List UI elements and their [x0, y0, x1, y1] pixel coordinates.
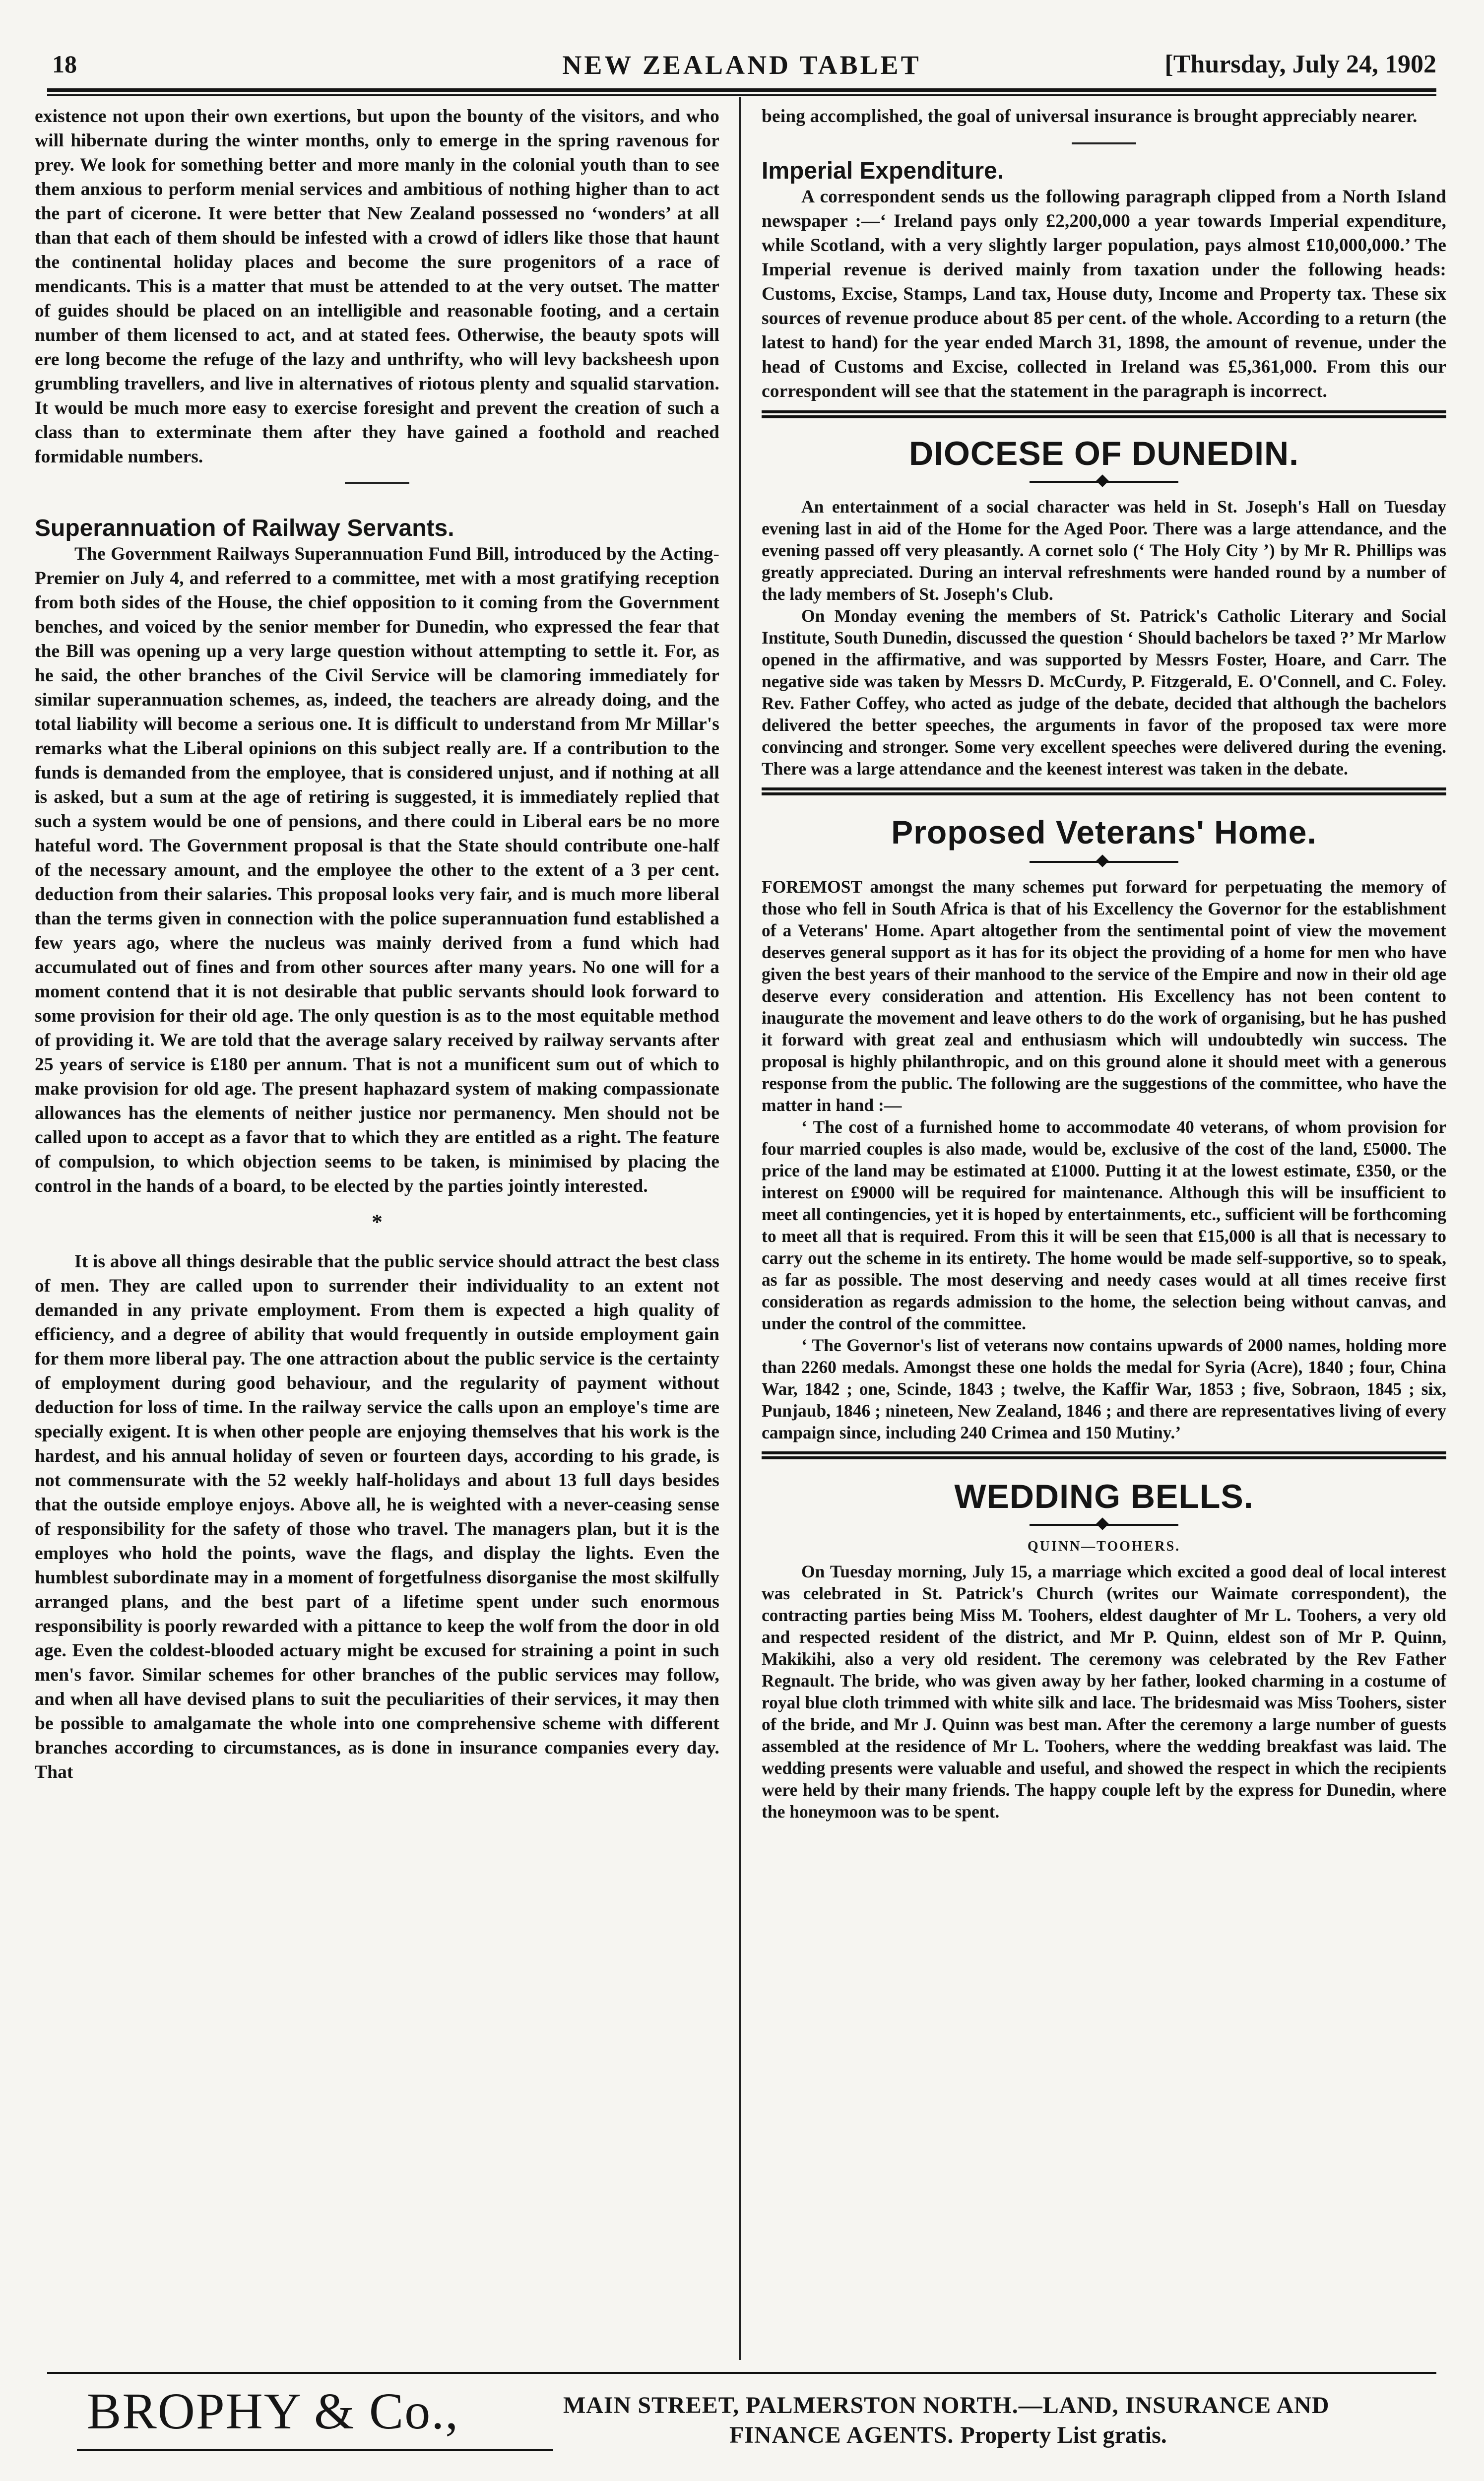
- imperial-expenditure-paragraph: A correspondent sends us the following paragraph clipped from a North Island newspaper :—‘ Ireland pays only £2,200,000 a year towards Imperial expenditure, while Scotland, with a very slightly larger population, pays almost £10,000,000.’ The Imperial revenue is derived mainly from taxation under the following heads: Customs, Excise, Stamps, Land tax, House duty, Income and Property tax. These six sources of revenue produce about 85 per cent. of the whole. According to a return (the latest to hand) for the year ended March 31, 1898, the amount of revenue, under the head of Customs and Excise, collected in Ireland was £5,361,000. From this our correspondent will see that the statement in the paragraph is incorrect.: [762, 187, 1446, 401]
- double-rule: [762, 410, 1446, 418]
- veterans-paragraph: ‘ The cost of a furnished home to accommodate 40 veterans, of whom provision for four married couples is also made, would be, exclusive of the cost of the land, £5000. The price of the land may be estimated at £1000. Putting it at the lowest estimate, £350, or the interest on £9000 will be required for maintenance. Although this will be insufficient to meet all contingencies, yet it is hoped by entertainments, etc., sufficient will be forthcoming to meet all that is required. From this it will be seen that £15,000 is all that is necessary to carry out the scheme in its entirety. The home would be made self-supportive, so to speak, as far as possible. The most deserving and needy cases would at all times receive first consideration as regards admission to the home, the selection being without canvas, and under the control of the committee.: [762, 1117, 1446, 1333]
- ornament-rule: [1030, 856, 1178, 868]
- superannuation-paragraph: The Government Railways Superannuation Fund Bill, introduced by the Acting-Premier on July 4, and referred to a committee, met with a most gratifying reception from both sides of the House, the chief opposition to it coming from the Government benches, and voiced by the senior member for Dunedin, who expressed the fear that the Bill was opening up a very large question without attempting to settle it. For, as he said, the other branches of the Civil Service will be clamoring immediately for similar superannuation schemes, as, indeed, the teachers are already doing, and the total liability will become a serious one. It is difficult to understand from Mr Millar's remarks what the Liberal opinions on this subject really are. If a contribution to the funds is demanded from the employee, that is considered unjust, and if nothing at all is asked, but a sum at the age of retiring is suggested, it is immediately replied that such a system would be one of pensions, and there could in Liberal ears be no more hateful word. The Government proposal is that the State should contribute one-half of the necessary amount, and the employee the other to the extent of a 3 per cent. deduction from their salaries. This proposal looks very fair, and is much more liberal than the terms given in connection with the police superannuation fund established a few years ago, where the nucleus was mainly derived from a fund which had accumulated out of fines and from other sources after many years. No one will for a moment contend that it is not desirable that public servants should look forward to some provision for their old age. The only question is as to the most equitable method of providing it. We are told that the average salary received by railway servants after 25 years of service is £180 per annum. That is not a munificent sum out of which to make provision for old age. The present haphazard system of making compassionate allowances has the elements of neither justice nor permanency. Men should not be called upon to accept as a favor that to which they are entitled as a right. The feature of compulsion, to which objection seems to be taken, is minimised by placing the control in the hands of a board, to be elected by the parties jointly interested.: [35, 544, 719, 1196]
- ad-property-list: Property List gratis.: [960, 2422, 1167, 2448]
- column-separator: [739, 97, 741, 2360]
- ad-second-line: [729, 2421, 1167, 2449]
- veterans-paragraph: ‘ The Governor's list of veterans now contains upwards of 2000 names, holding more than 2260 medals. Amongst these one holds the medal for Syria (Acre), 1840 ; four, China War, 1842 ; one, Scinde, 1843 ; twelve, the Kaffir War, 1853 ; five, Sobraon, 1845 ; six, Punjaub, 1846 ; nineteen, New Zealand, 1846 ; and there are representatives living of every campaign since, including 240 Crimea and 150 Mutiny.’: [762, 1335, 1446, 1442]
- public-service-paragraph: It is above all things desirable that the public service should attract the best class of men. They are called upon to surrender their individuality to an extent not demanded in any private employment. From them is expected a high quality of efficiency, and a degree of ability that would frequently in outside employment gain for them more liberal pay. The one attraction about the public service is the certainty of employment during good behaviour, and the regularity of payment without deduction for loss of time. In the railway service the calls upon an employe's time are specially exigent. It is when other people are enjoying themselves that his work is the hardest, and his annual holiday of seven or fourteen days, according to his grade, is not commensurate with the 52 weekly half-holidays and about 13 full days besides that the outside employe enjoys. Above all, he is weighted with a never-ceasing sense of responsibility for the safety of those who travel. The managers plan, but it is the employes who hold the points, wave the flags, and display the lights. Even the humblest subordinate may in a moment of forgetfulness disorganise the most skilfully arranged plans, and the best part of a lifetime spent under such enormous responsibility is poorly rewarded with a pittance to keep the wolf from the door in old age. Even the coldest-blooded actuary might be excused for straining a point in such men's favor. Similar schemes for other branches of the public services may follow, and when all have devised plans to suit the peculiarities of their services, it may then be possible to amalgamate the whole into one comprehensive scheme with different branches according to circumstances, as is done in insurance companies every day. That: [35, 1251, 719, 1782]
- company-name: BROPHY & Co.,: [87, 2383, 459, 2440]
- veterans-home-heading: Proposed Veterans' Home.: [891, 814, 1317, 850]
- wedding-paragraph: On Tuesday morning, July 15, a marriage which excited a good deal of local interest was celebrated in St. Patrick's Church (writes our Waimate correspondent), the contracting parties being Miss M. Toohers, eldest daughter of Mr L. Toohers, a very old and respected resident of the district, and Mr P. Quinn, eldest son of Mr P. Quinn, Makikihi, also a very old resident. The ceremony was celebrated by the Rev Father Regnault. The bride, who was given away by her father, looked charming in a costume of royal blue cloth trimmed with white silk and lace. The bridesmaid was Miss Toohers, sister of the bride, and Mr J. Quinn was best man. After the ceremony a large number of guests assembled at the residence of Mr L. Toohers, where the wedding breakfast was laid. The wedding presents were valuable and useful, and showed the respect in which the recipients were held by their many friends. The happy couple left by the express for Dunedin, where the honeymoon was to be spent.: [762, 1562, 1446, 1822]
- ad-address-line: MAIN STREET, PALMERSTON NORTH.—LAND, INSURANCE AND: [563, 2392, 1330, 2418]
- diocese-heading: DIOCESE OF DUNEDIN.: [909, 435, 1299, 472]
- page-number: 18: [52, 50, 77, 78]
- advertisement-rule: [47, 2372, 1436, 2374]
- right-column: [762, 104, 1446, 1823]
- advertisement: [47, 2372, 1436, 2481]
- diocese-paragraph: An entertainment of a social character was held in St. Joseph's Hall on Tuesday evening last in aid of the Home for the Aged Poor. There was a large attendance, and the evening passed off very pleasantly. A cornet solo (‘ The Holy City ’) by Mr R. Phillips was greatly appreciated. During an interval refreshments were handed round by a number of the lady members of St. Joseph's Club.: [762, 497, 1446, 604]
- superannuation-heading: Superannuation of Railway Servants.: [35, 515, 454, 541]
- ornament-rule: [1030, 1519, 1178, 1531]
- company-underline: [77, 2449, 553, 2451]
- masthead-rule: [47, 88, 1436, 92]
- masthead: [47, 50, 1436, 84]
- section-divider: [345, 482, 409, 484]
- masthead-rule-thin: [47, 94, 1436, 96]
- left-column: [35, 104, 719, 1784]
- star-separator: *: [372, 1210, 383, 1234]
- section-divider: [1072, 142, 1136, 144]
- double-rule: [762, 1451, 1446, 1459]
- wedding-subheading: QUINN—TOOHERS.: [1027, 1539, 1181, 1554]
- imperial-expenditure-heading: Imperial Expenditure.: [762, 158, 1004, 184]
- diocese-paragraph: On Monday evening the members of St. Patrick's Catholic Literary and Social Institute, South Dunedin, discussed the question ‘ Should bachelors be taxed ?’ Mr Marlow opened in the affirmative, and was supported by Messrs Foster, Hoare, and Carr. The negative side was taken by Messrs D. McCurdy, P. Fitzgerald, E. O'Connell, and C. Foley. Rev. Father Coffey, who acted as judge of the debate, decided that although the bachelors delivered the better speeches, the arguments in favor of the proposed tax were more convincing and stronger. Some very excellent speeches were delivered during the evening. There was a large attendance and the keenest interest was taken in the debate.: [762, 606, 1446, 779]
- wedding-bells-heading: WEDDING BELLS.: [954, 1478, 1254, 1515]
- continuation-paragraph: being accomplished, the goal of universal insurance is brought appreciably nearer.: [762, 106, 1418, 127]
- newspaper-title: NEW ZEALAND TABLET: [562, 50, 921, 80]
- veterans-paragraph: FOREMOST amongst the many schemes put forward for perpetuating the memory of those who fell in South Africa is that of his Excellency the Governor for the establishment of a Veterans' Home. Apart altogether from the sentimental point of view the movement deserves general support as it has for its object the providing of a home for men who have given the best years of their manhood to the service of the Empire and now in their old age deserve every consideration and attention. His Excellency has not been content to inaugurate the movement and leave others to do the work of organising, but he has pushed it forward with great zeal and enthusiasm which will undoubtedly win success. The proposal is highly philanthropic, and on this ground alone it should meet with a generous response from the public. The following are the suggestions of the committee, who have the matter in hand :—: [762, 877, 1446, 1115]
- issue-date: [Thursday, July 24, 1902: [1164, 50, 1436, 78]
- ornament-rule: [1030, 476, 1178, 488]
- ad-finance-agents: FINANCE AGENTS.: [729, 2422, 954, 2448]
- intro-paragraph: existence not upon their own exertions, but upon the bounty of the visitors, and who will hibernate during the winter months, only to emerge in the spring ravenous for prey. We look for something better and more manly in the colonial youth than to see them anxious to perform menial services and ambitious of nothing higher than to act the part of cicerone. It were better that New Zealand possessed no ‘wonders’ at all than that each of them should be infested with a crowd of idlers like those that haunt the continental holiday places and become the sure progenitors of a race of mendicants. This is a matter that must be attended to at the very outset. The matter of guides should be placed on an intelligible and reasonable footing, and a certain number of them licensed to act, and at stated fees. Otherwise, the beauty spots will ere long become the refuge of the lazy and unthrifty, who will levy backsheesh upon grumbling travellers, and live in alternatives of riotous plenty and squalid starvation. It would be much more easy to exercise foresight and prevent the creation of such a class than to exterminate them after they have gained a foothold and reached formidable numbers.: [35, 106, 719, 467]
- double-rule: [762, 787, 1446, 795]
